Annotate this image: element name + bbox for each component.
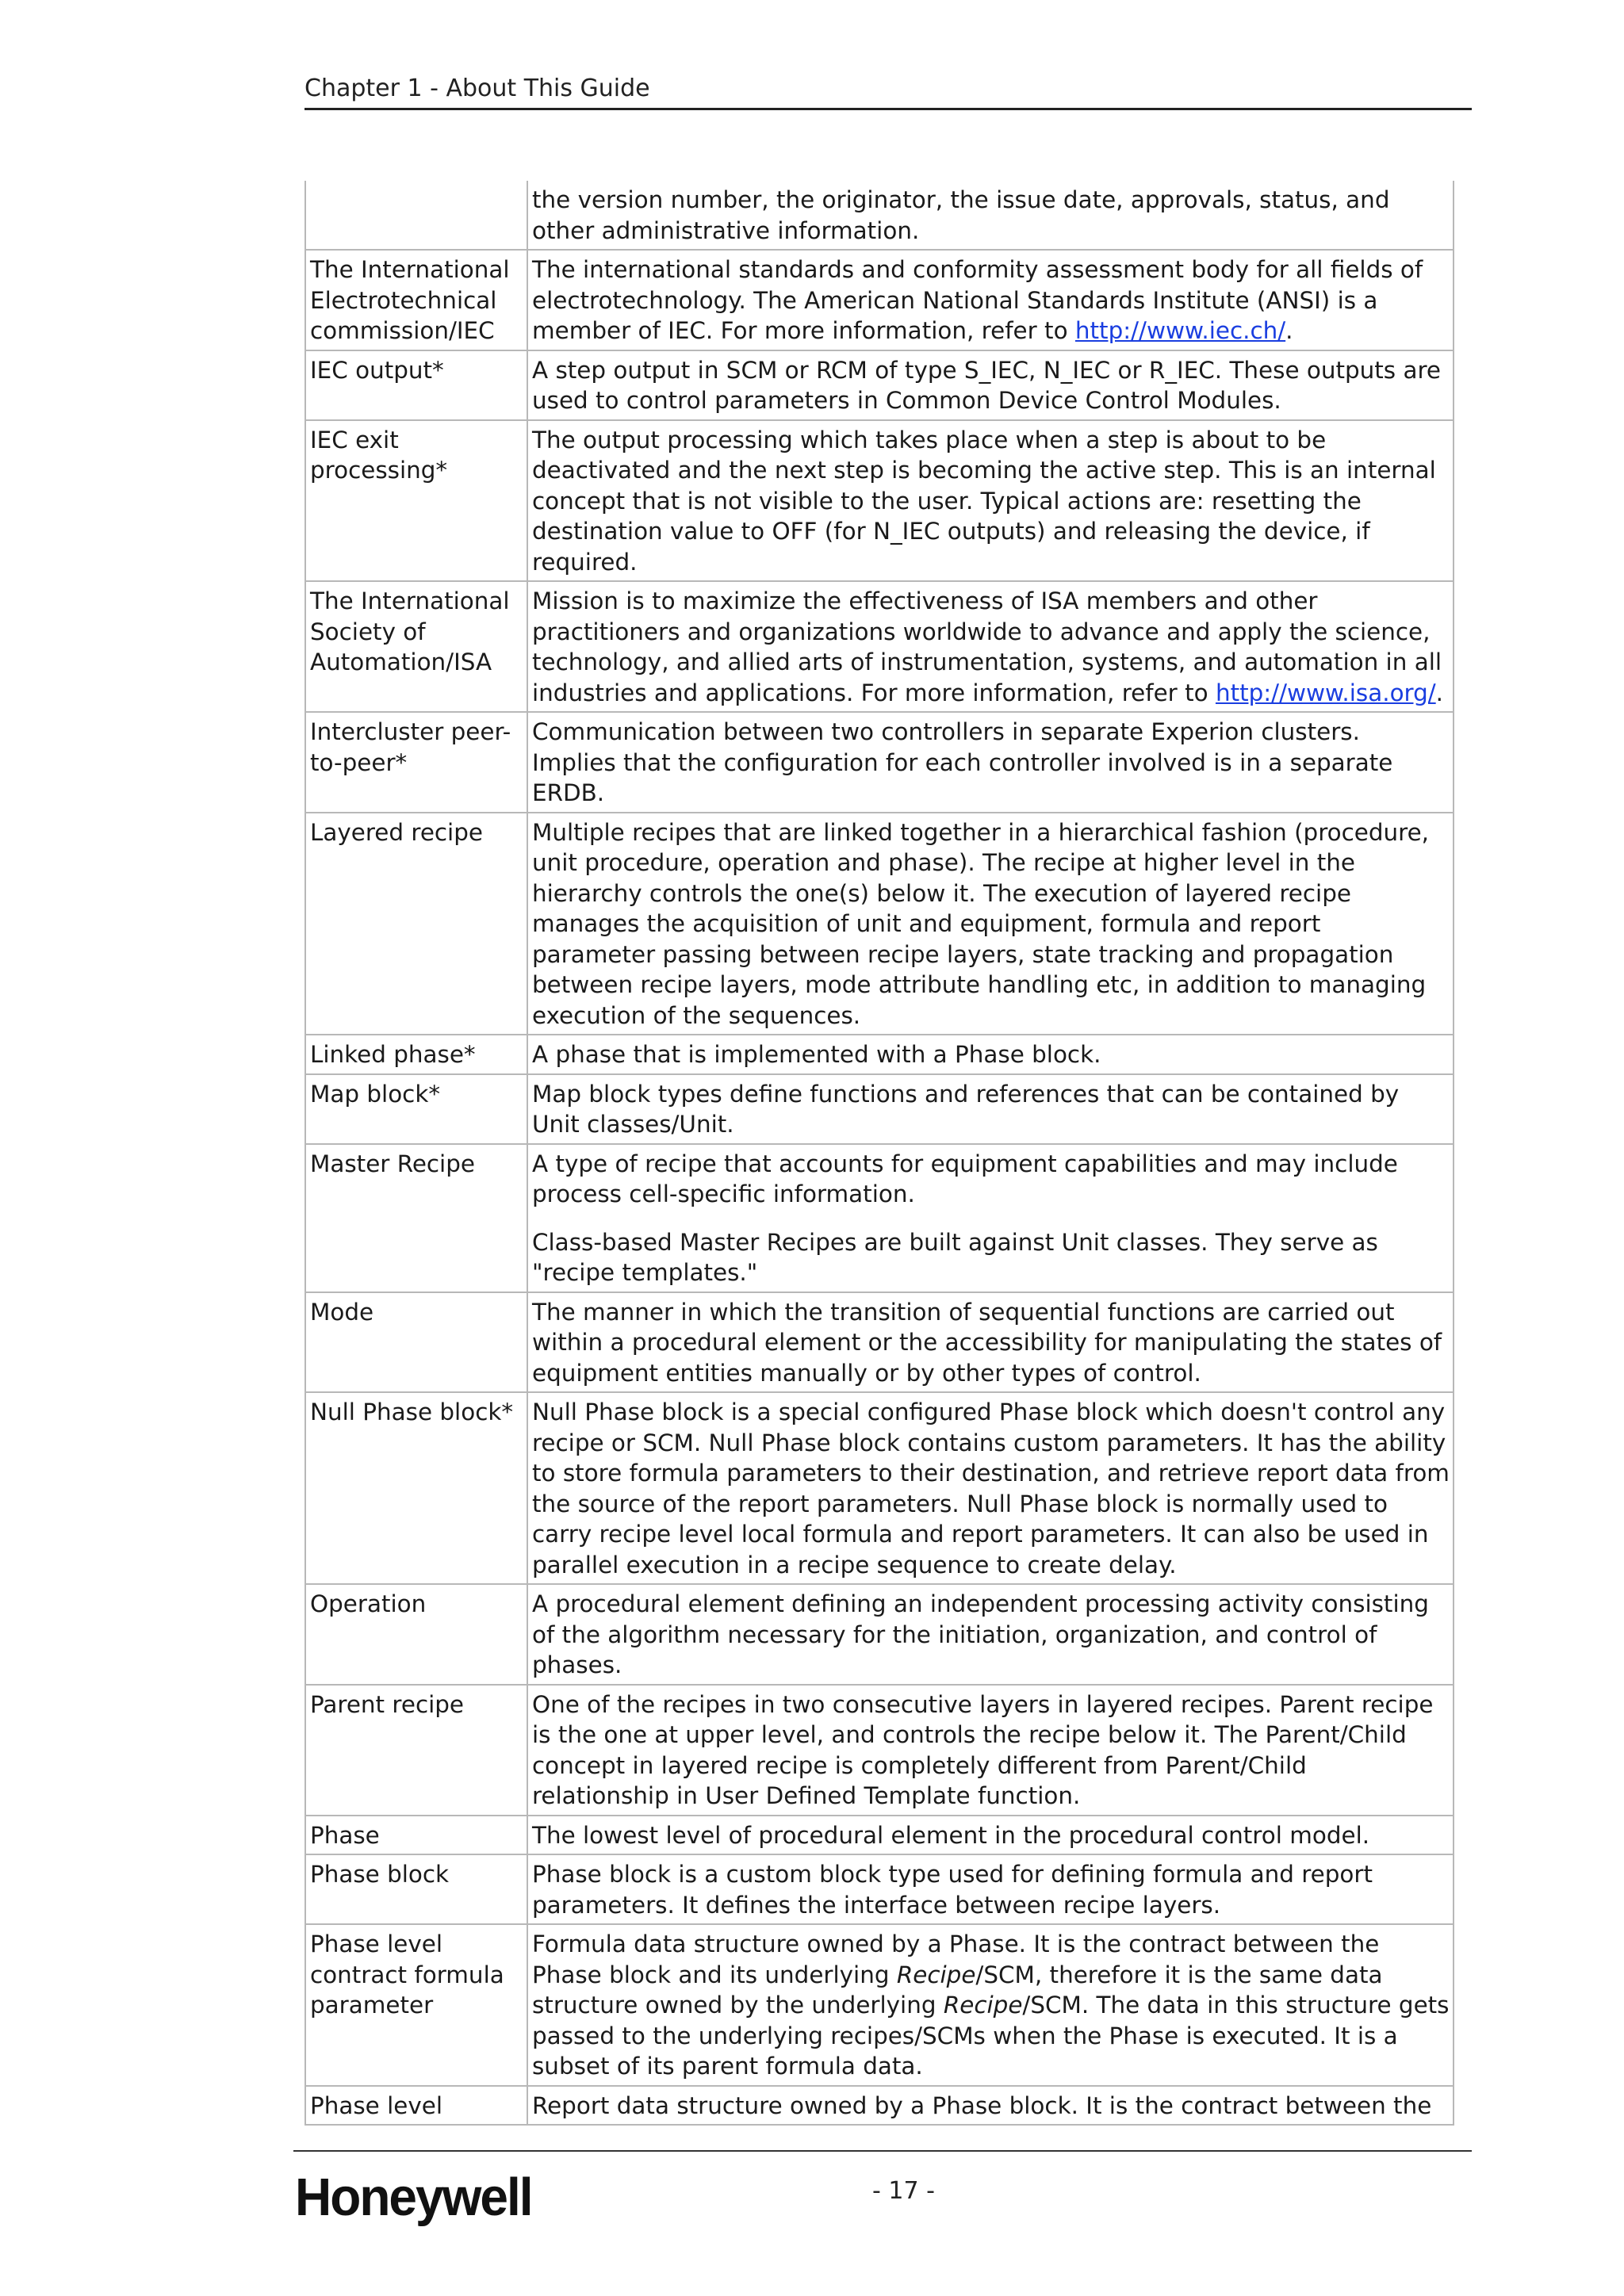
link-suffix: .	[1435, 679, 1444, 706]
definition-text: A phase that is implemented with a Phase block.	[532, 1041, 1101, 1068]
definition-text: Report data structure owned by a Phase block. It is the contract between the	[532, 2091, 1432, 2119]
definition-paragraph	[532, 817, 1450, 1031]
glossary-row	[305, 2086, 1454, 2126]
glossary-term: Layered recipe	[305, 813, 527, 1035]
definition-text: A procedural element defining an independent processing activity consisting of the algorithm necessary for the initiation, organization, and control of phases.	[532, 1590, 1429, 1678]
definition-text: Map block types define functions and references that can be contained by Unit classes/Unit.	[532, 1080, 1400, 1138]
definition-text: Mission is to maximize the effectiveness of ISA members and other practitioners and organizations worldwide to advance and apply the science, technology, and allied arts of instrumentation, systems, and automation in all industries and applications. For more information, refer to	[532, 587, 1442, 706]
definition-paragraph	[532, 185, 1450, 246]
definition-paragraph	[532, 1079, 1450, 1140]
glossary-term: IEC output*	[305, 350, 527, 420]
glossary-term: Phase level contract formula parameter	[305, 1924, 527, 2086]
glossary-row	[305, 1924, 1454, 2086]
glossary-definition	[527, 1144, 1454, 1292]
glossary-term: Master Recipe	[305, 1144, 527, 1292]
glossary-definition	[527, 2086, 1454, 2126]
glossary-row	[305, 1584, 1454, 1685]
glossary-row	[305, 181, 1454, 250]
glossary-row	[305, 1292, 1454, 1393]
glossary-term	[305, 181, 527, 250]
glossary-definition	[527, 181, 1454, 250]
glossary-definition	[527, 1584, 1454, 1685]
definition-text: Multiple recipes that are linked together in a hierarchical fashion (procedure, unit procedure, operation and phase). The recipe at higher level in the hierarchy controls the one(s) below it. The execution of layered recipe manages the acquisition of unit and equipment, formula and report parameter passing between recipe layers, state tracking and propagation between recipe layers, mode attribute handling etc, in addition to managing execution of the sequences.	[532, 818, 1430, 1029]
glossary-row	[305, 1854, 1454, 1924]
definition-text: Formula data structure owned by a Phase. It is the contract between the Phase block and its underlying Recipe/SCM, therefore it is the same data structure owned by the underlying Recipe/SCM. The data in this structure gets passed to the underlying recipes/SCMs when the Phase is executed. It is a subset of its parent formula data.	[532, 1931, 1450, 2080]
definition-paragraph	[532, 425, 1450, 578]
glossary-term: The International Electrotechnical commission/IEC	[305, 250, 527, 350]
glossary-row	[305, 1816, 1454, 1855]
glossary-term: Phase level	[305, 2086, 527, 2126]
glossary-definition	[527, 1292, 1454, 1393]
glossary-definition	[527, 1685, 1454, 1816]
glossary-row	[305, 813, 1454, 1035]
definition-text: Phase block is a custom block type used for defining formula and report parameters. It defines the interface between recipe layers.	[532, 1861, 1373, 1919]
definition-paragraph	[532, 1929, 1450, 2082]
definition-text: Null Phase block is a special configured Phase block which doesn't control any recipe or SCM. Null Phase block contains custom parameters. It has the ability to store formula parameters to their destination, and retrieve report data from the source of the report parameters. Null Phase block is normally used to carry recipe level local formula and report parameters. It can also be used in parallel execution in a recipe sequence to create delay.	[532, 1399, 1450, 1578]
glossary-term: Operation	[305, 1584, 527, 1685]
definition-text: The international standards and conformity assessment body for all fields of electrotechnology. The American National Standards Institute (ANSI) is a member of IEC. For more information, refer to	[532, 256, 1423, 344]
definition-paragraph	[532, 1820, 1450, 1851]
glossary-row	[305, 350, 1454, 420]
glossary-row	[305, 581, 1454, 712]
glossary-definition	[527, 1035, 1454, 1074]
definition-text: the version number, the originator, the issue date, approvals, status, and other administrative information.	[532, 186, 1390, 244]
glossary-row	[305, 1144, 1454, 1292]
definition-paragraph	[532, 717, 1450, 809]
page-header-title: Chapter 1 - About This Guide	[304, 75, 650, 102]
glossary-term: Intercluster peer-to-peer*	[305, 712, 527, 813]
definition-paragraph	[532, 1589, 1450, 1681]
glossary-definition	[527, 581, 1454, 712]
glossary-row	[305, 420, 1454, 582]
reference-link[interactable]: http://www.iec.ch/	[1074, 317, 1286, 344]
glossary-term: The International Society of Automation/ISA	[305, 581, 527, 712]
glossary-row	[305, 712, 1454, 813]
definition-text: One of the recipes in two consecutive layers in layered recipes. Parent recipe is the one at upper level, and controls the recipe below it. The Parent/Child concept in layered recipe is completely different from Parent/Child relationship in User Defined Template function.	[532, 1690, 1434, 1809]
glossary-definition	[527, 350, 1454, 420]
definition-text: Communication between two controllers in separate Experion clusters. Implies that the configuration for each controller involved is in a separate ERDB.	[532, 718, 1393, 806]
definition-paragraph	[532, 1039, 1450, 1070]
link-suffix: .	[1285, 317, 1293, 344]
page-number: - 17 -	[872, 2177, 935, 2205]
honeywell-logo: Honeywell	[295, 2167, 532, 2227]
definition-text: The manner in which the transition of sequential functions are carried out within a procedural element or the accessibility for manipulating the states of equipment entities manually or by other types of control.	[532, 1298, 1442, 1387]
glossary-term: Mode	[305, 1292, 527, 1393]
definition-paragraph	[532, 586, 1450, 708]
definition-text: The lowest level of procedural element in the procedural control model.	[532, 1821, 1370, 1849]
definition-text: Class-based Master Recipes are built against Unit classes. They serve as "recipe templates."	[532, 1228, 1378, 1286]
glossary-definition	[527, 813, 1454, 1035]
definition-text: A type of recipe that accounts for equipment capabilities and may include process cell-specific information.	[532, 1150, 1398, 1207]
glossary-definition	[527, 1854, 1454, 1924]
definition-paragraph	[532, 1859, 1450, 1920]
glossary-table	[304, 181, 1454, 2126]
definition-text: The output processing which takes place when a step is about to be deactivated and the next step is becoming the active step. This is an internal concept that is not visible to the user. Typical actions are: resetting the destination value to OFF (for N_IEC outputs) and releasing the device, if required.	[532, 426, 1436, 576]
header-rule	[304, 108, 1472, 110]
glossary-definition	[527, 250, 1454, 350]
definition-paragraph	[532, 1297, 1450, 1389]
glossary-term: IEC exit processing*	[305, 420, 527, 582]
definition-paragraph	[532, 355, 1450, 416]
glossary-row	[305, 1392, 1454, 1584]
glossary-definition	[527, 420, 1454, 582]
glossary-row	[305, 250, 1454, 350]
definition-paragraph	[532, 2091, 1450, 2122]
footer-rule	[293, 2150, 1472, 2152]
glossary-term: Map block*	[305, 1074, 527, 1144]
definition-text: A step output in SCM or RCM of type S_IEC, N_IEC or R_IEC. These outputs are used to control parameters in Common Device Control Modules.	[532, 356, 1441, 414]
glossary-row	[305, 1035, 1454, 1074]
definition-paragraph	[532, 254, 1450, 346]
glossary-definition	[527, 712, 1454, 813]
definition-paragraph	[532, 1227, 1450, 1288]
glossary-term: Parent recipe	[305, 1685, 527, 1816]
definition-paragraph	[532, 1149, 1450, 1210]
glossary-body	[305, 181, 1454, 2125]
glossary-term: Linked phase*	[305, 1035, 527, 1074]
glossary-row	[305, 1074, 1454, 1144]
glossary-row	[305, 1685, 1454, 1816]
definition-paragraph	[532, 1397, 1450, 1580]
glossary-term: Phase block	[305, 1854, 527, 1924]
reference-link[interactable]: http://www.isa.org/	[1215, 679, 1436, 706]
definition-paragraph	[532, 1689, 1450, 1812]
glossary-definition	[527, 1924, 1454, 2086]
glossary-definition	[527, 1074, 1454, 1144]
glossary-term: Phase	[305, 1816, 527, 1855]
glossary-definition	[527, 1816, 1454, 1855]
glossary-term: Null Phase block*	[305, 1392, 527, 1584]
glossary-definition	[527, 1392, 1454, 1584]
